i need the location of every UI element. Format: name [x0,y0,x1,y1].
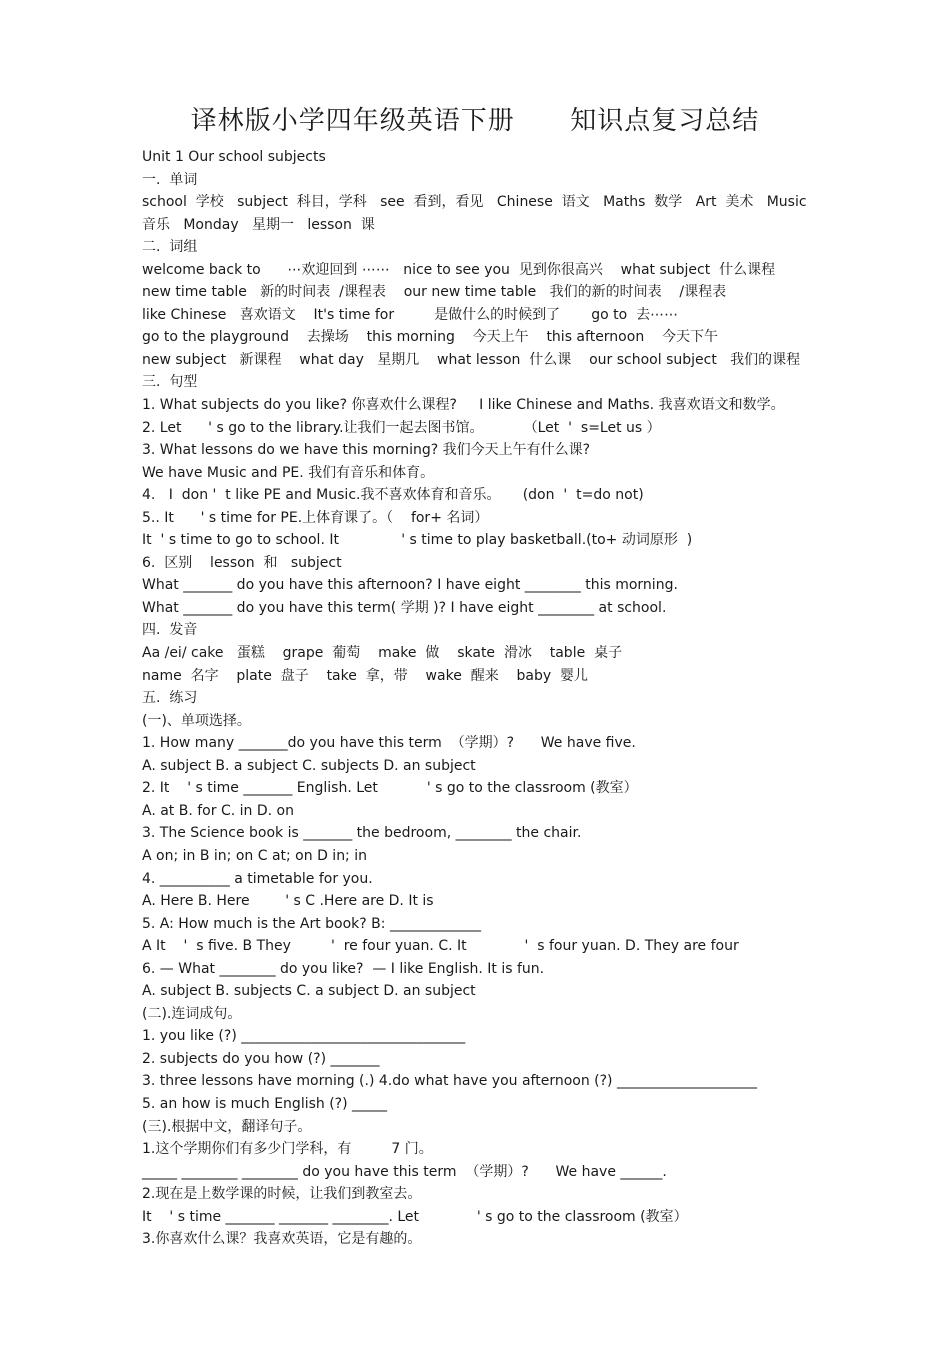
sentence-line: What _______ do you have this term( 学期 )? I have eight ________ at school. [142,599,667,616]
section-heading-phrases: 二. 词组 [142,239,198,256]
unit-heading: Unit 1 Our school subjects [142,149,326,165]
exercise-answer-line: It ' s time _______ _______ ________. Let ' s go to the classroom (教室） [142,1208,688,1225]
phrase-line: like Chinese 喜欢语文 It's time for 是做什么的时候到了 go to 去⋯⋯ [142,306,679,323]
vocabulary-line: school 学校 subject 科目，学科 see 看到，看见 Chinese 语文 Maths 数学 Art 美术 Music [142,194,807,211]
vocabulary-line: 音乐 Monday 星期一 lesson 课 [142,216,375,233]
sentence-line: 4. I don ' t like PE and Music.我不喜欢体育和音乐。 (don ' t=do not) [142,487,644,504]
document-title: 译林版小学四年级英语下册 知识点复习总结 [190,106,760,136]
exercise-options: A. at B. for C. in D. on [142,802,294,819]
sentence-line: 6. 区别 lesson 和 subject [142,554,342,571]
pronunciation-line: name 名字 plate 盘子 take 拿，带 wake 醒来 baby 婴儿 [142,667,589,684]
exercise-subheading: (三).根据中文，翻译句子。 [142,1118,312,1135]
exercise-question: 5. A: How much is the Art book? B: _____________ [142,915,481,932]
exercise-options: A on; in B in; on C at; on D in; in [142,847,367,864]
exercise-options: A. Here B. Here ' s C .Here are D. It is [142,893,434,910]
section-heading-sentences: 三. 句型 [142,374,198,391]
exercise-question: 1.这个学期你们有多少门学科，有 7 门。 [142,1141,433,1158]
sentence-line: 5.. It ' s time for PE.上体育课了。（ for+ 名词） [142,509,489,526]
sentence-line: We have Music and PE. 我们有音乐和体育。 [142,464,435,481]
exercise-question: 6. — What ________ do you like? — I like English. It is fun. [142,960,545,977]
section-heading-pronunciation: 四. 发音 [142,622,198,639]
exercise-options: A. subject B. a subject C. subjects D. an subject [142,757,476,774]
sentence-line: It ' s time to go to school. It ' s time to play basketball.(to+ 动词原形 ) [142,532,693,549]
phrase-line: new subject 新课程 what day 星期几 what lesson 什么课 our school subject 我们的课程 [142,351,801,368]
phrase-line: welcome back to ⋯欢迎回到 ⋯⋯ nice to see you 见到你很高兴 what subject 什么课程 [142,261,776,278]
exercise-subheading: (二).连词成句。 [142,1005,242,1022]
section-heading-vocabulary: 一. 单词 [142,171,198,188]
exercise-question: 3.你喜欢什么课？我喜欢英语，它是有趣的。 [142,1231,422,1248]
sentence-line: 1. What subjects do you like? 你喜欢什么课程? I like Chinese and Maths. 我喜欢语文和数学。 [142,397,785,414]
section-heading-exercises: 五. 练习 [142,690,198,707]
exercise-question: 2.现在是上数学课的时候，让我们到教室去。 [142,1186,422,1203]
document-body [142,146,822,1251]
exercise-answer-line: _____ ________ ________ do you have this term （学期）? We have ______. [142,1163,667,1180]
exercise-question: 1. you like (?) ________________________________ [142,1028,466,1045]
exercise-question: 4. __________ a timetable for you. [142,870,373,887]
exercise-options: A It ' s five. B They ' re four yuan. C. It ' s four yuan. D. They are four [142,938,739,955]
exercise-options: A. subject B. subjects C. a subject D. an subject [142,983,476,1000]
exercise-question: 3. The Science book is _______ the bedroom, ________ the chair. [142,825,582,842]
exercise-subheading: (一)、单项选择。 [142,712,251,729]
phrase-line: new time table 新的时间表 /课程表 our new time table 我们的新的时间表 /课程表 [142,284,727,301]
exercise-question: 5. an how is much English (?) _____ [142,1095,388,1112]
sentence-line: 2. Let ' s go to the library.让我们一起去图书馆。 （Let ' s=Let us ） [142,419,661,436]
exercise-question: 2. subjects do you how (?) _______ [142,1050,380,1067]
exercise-question: 1. How many _______do you have this term （学期）? We have five. [142,735,636,752]
exercise-question: 3. three lessons have morning (.) 4.do what have you afternoon (?) ____________________ [142,1073,757,1090]
sentence-line: What _______ do you have this afternoon? I have eight ________ this morning. [142,577,678,594]
phrase-line: go to the playground 去操场 this morning 今天上午 this afternoon 今天下午 [142,329,718,346]
sentence-line: 3. What lessons do we have this morning? 我们今天上午有什么课? [142,442,591,459]
exercise-question: 2. It ' s time _______ English. Let ' s go to the classroom (教室） [142,780,638,797]
pronunciation-line: Aa /ei/ cake 蛋糕 grape 葡萄 make 做 skate 滑冰 table 桌子 [142,645,623,662]
